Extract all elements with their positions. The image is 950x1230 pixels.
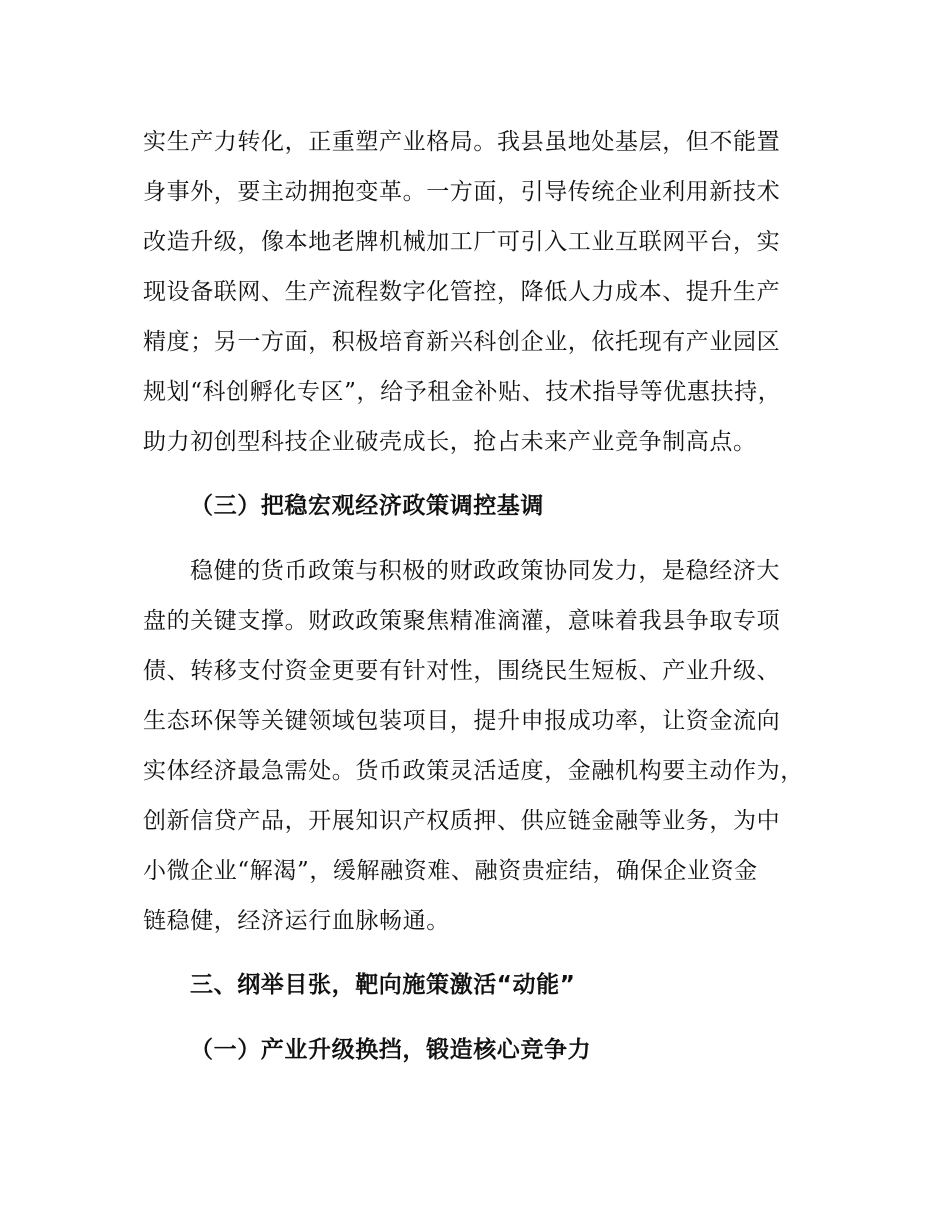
paragraph-line: 规划“科创孵化专区”，给予租金补贴、技术指导等优惠扶持，: [143, 379, 782, 405]
paragraph-line: 小微企业“解渴”，缓解融资难、融资贵症结，确保企业资金: [143, 858, 758, 884]
paragraph-line: 稳健的货币政策与积极的财政政策协同发力，是稳经济大: [190, 558, 780, 584]
paragraph-line: 改造升级，像本地老牌机械加工厂可引入工业互联网平台，实: [143, 229, 781, 255]
paragraph-line: 实体经济最急需处。货币政策灵活适度，金融机构要主动作为，: [143, 758, 804, 784]
paragraph-line: 创新信贷产品，开展知识产权质押、供应链金融等业务，为中: [143, 808, 781, 834]
paragraph-line: 助力初创型科技企业破壳成长，抢占未来产业竞争制高点。: [143, 429, 757, 455]
paragraph-line: 链稳健，经济运行血脉畅通。: [143, 908, 450, 934]
paragraph-line: 实生产力转化，正重塑产业格局。我县虽地处基层，但不能置: [143, 129, 781, 155]
paragraph-line: 精度；另一方面，积极培育新兴科创企业，依托现有产业园区: [143, 329, 781, 355]
paragraph-line: 身事外，要主动拥抱变革。一方面，引导传统企业利用新技术: [143, 179, 781, 205]
subheading-three: （三）把稳宏观经济政策调控基调: [190, 493, 544, 519]
subheading-three-one: （一）产业升级换挡，锻造核心竞争力: [190, 1037, 592, 1063]
main-heading-three: 三、纲举目张，靶向施策激活“动能”: [190, 972, 576, 998]
paragraph-line: 债、转移支付资金更要有针对性，围绕民生短板、产业升级、: [143, 658, 781, 684]
paragraph-line: 生态环保等关键领域包装项目，提升申报成功率，让资金流向: [143, 708, 781, 734]
paragraph-line: 现设备联网、生产流程数字化管控，降低人力成本、提升生产: [143, 279, 781, 305]
paragraph-line: 盘的关键支撑。财政政策聚焦精准滴灌，意味着我县争取专项: [143, 608, 781, 634]
